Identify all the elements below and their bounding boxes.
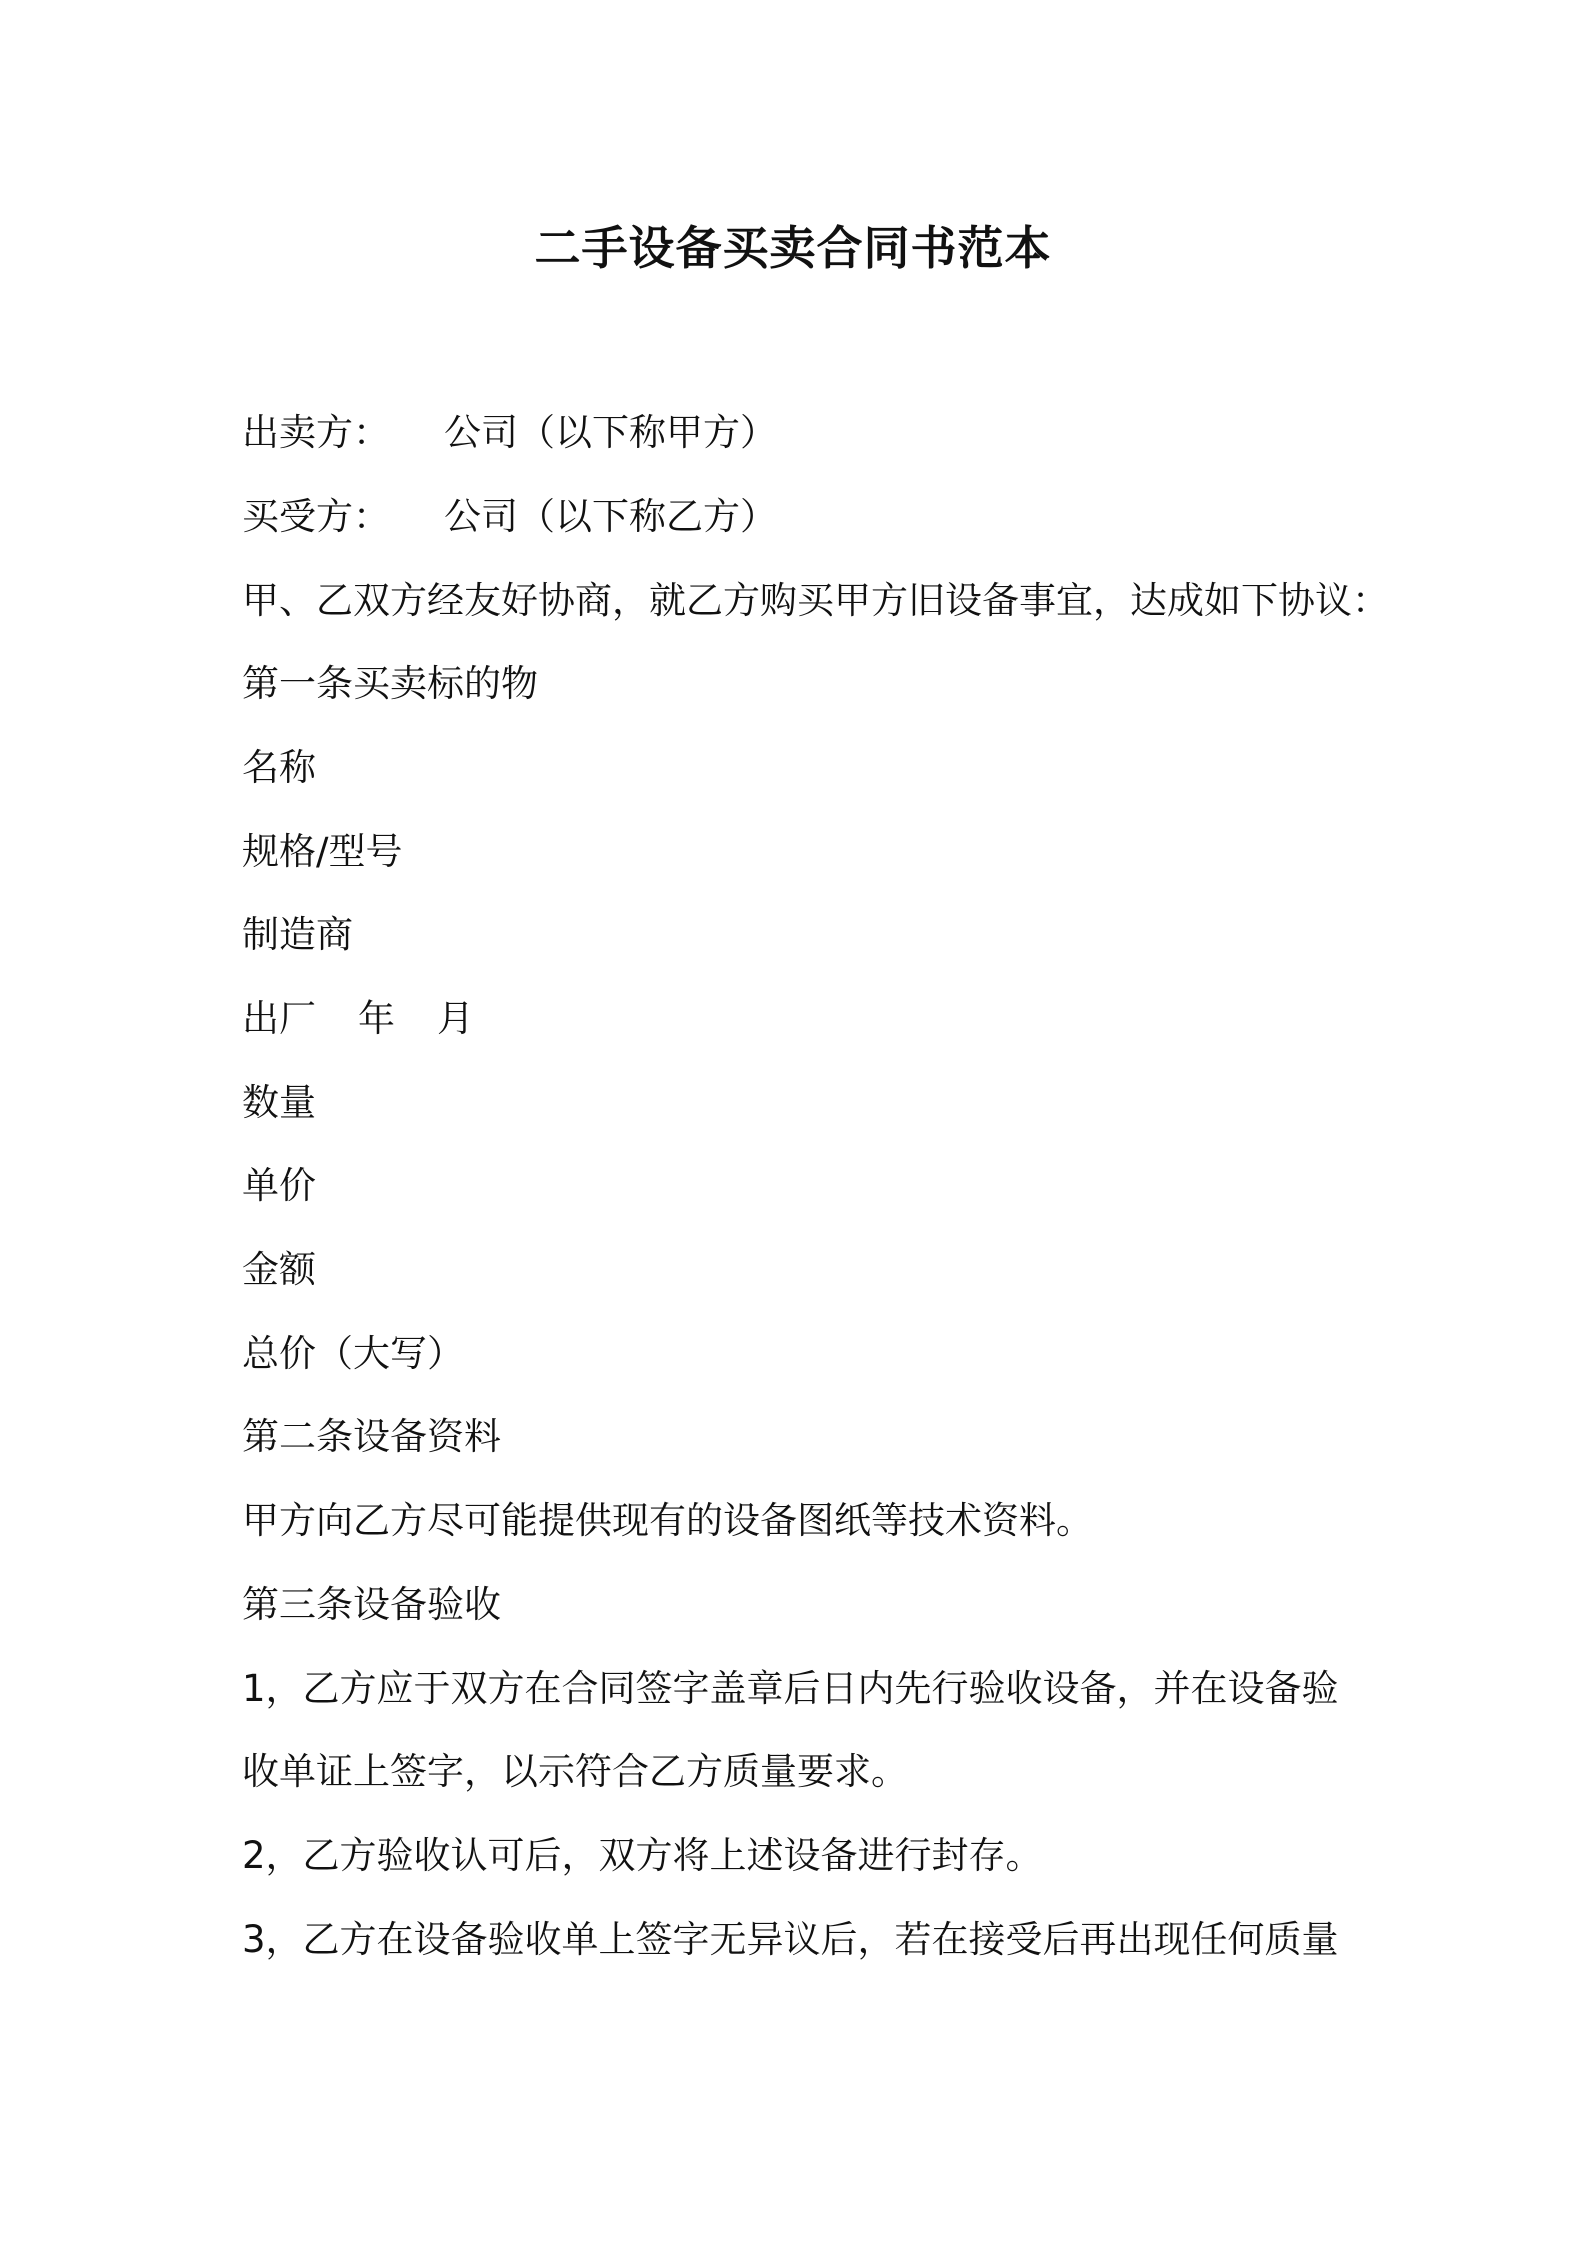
- article1-heading: 第一条买卖标的物: [242, 662, 538, 705]
- buyer-label: 买受方：: [242, 495, 390, 538]
- seller-line: [242, 408, 777, 458]
- intro-text: 甲、乙双方经友好协商，就乙方购买甲方旧设备事宜，达成如下协议：: [242, 579, 1389, 622]
- buyer-value: 公司（以下称乙方）: [444, 495, 777, 538]
- item-quantity-label: 数量: [242, 1081, 316, 1124]
- item-amount-label: 金额: [242, 1248, 316, 1291]
- article3-item3: 3，乙方在设备验收单上签字无异议后，若在接受后再出现任何质量: [242, 1918, 1339, 1961]
- factory-label: 出厂: [242, 997, 316, 1040]
- buyer-line: [242, 492, 777, 542]
- item-unit-price-label: 单价: [242, 1164, 316, 1207]
- article2-text: 甲方向乙方尽可能提供现有的设备图纸等技术资料。: [242, 1499, 1093, 1542]
- seller-value: 公司（以下称甲方）: [444, 411, 777, 454]
- article3-item1-line2: 收单证上签字，以示符合乙方质量要求。: [242, 1750, 908, 1793]
- article2-heading: 第二条设备资料: [242, 1415, 501, 1458]
- seller-label: 出卖方：: [242, 411, 390, 454]
- item-total-price-label: 总价（大写）: [242, 1332, 464, 1375]
- factory-date-line: [242, 994, 474, 1044]
- month-label: 月: [437, 997, 474, 1040]
- document-title: 二手设备买卖合同书范本: [534, 221, 1052, 275]
- year-label: 年: [358, 997, 395, 1040]
- item-spec-label: 规格/型号: [242, 830, 403, 873]
- item-name-label: 名称: [242, 746, 316, 789]
- article3-item1-line1: 1，乙方应于双方在合同签字盖章后日内先行验收设备，并在设备验: [242, 1667, 1339, 1710]
- item-manufacturer-label: 制造商: [242, 913, 353, 956]
- article3-heading: 第三条设备验收: [242, 1583, 501, 1626]
- article3-item2: 2，乙方验收认可后，双方将上述设备进行封存。: [242, 1834, 1043, 1877]
